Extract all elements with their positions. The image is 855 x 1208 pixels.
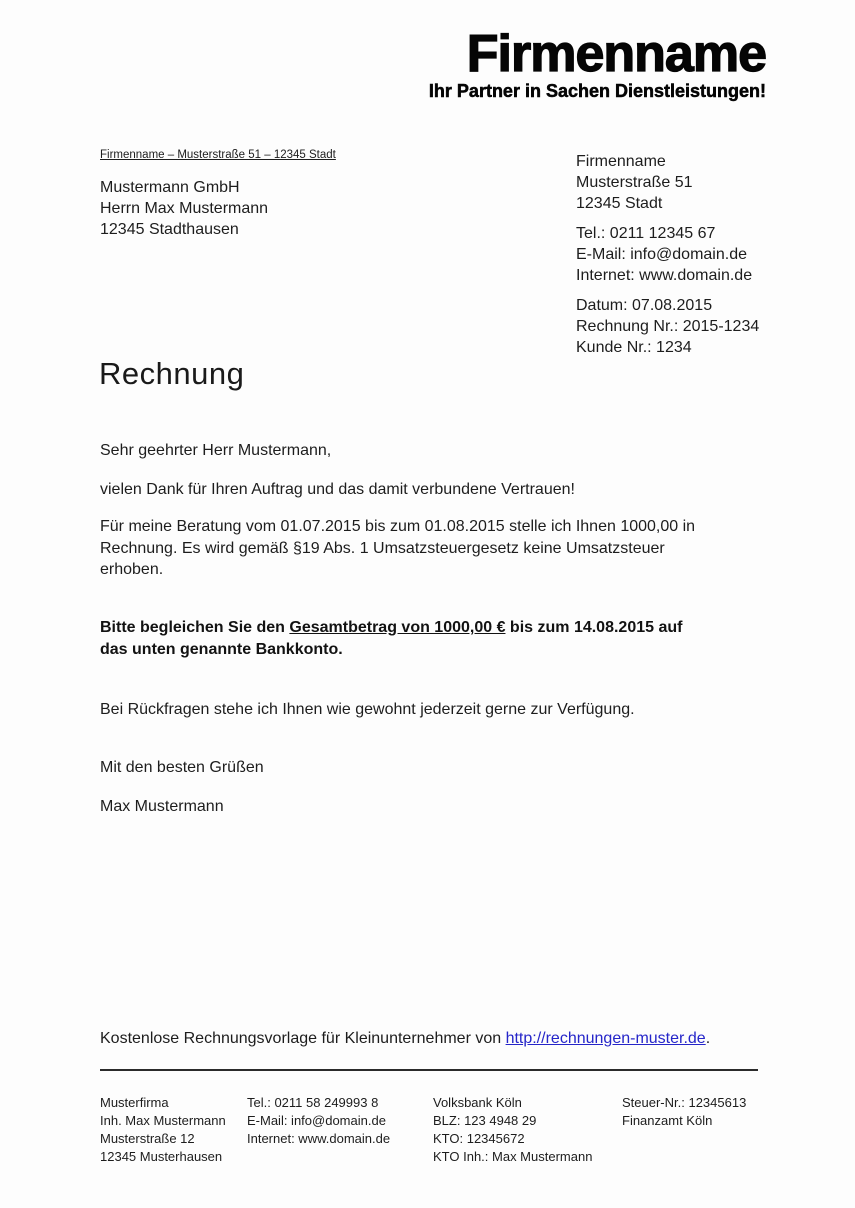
template-credit-link[interactable]: http://rechnungen-muster.de [505, 1030, 706, 1047]
footer-company-street: Musterstraße 12 [100, 1131, 195, 1146]
availability-paragraph: Bei Rückfragen stehe ich Ihnen wie gewohnt jederzeit gerne zur Verfügung. [100, 701, 635, 718]
credit-suffix: . [705, 1030, 711, 1047]
invoice-title: Rechnung [99, 356, 245, 391]
invoice-meta-group [576, 295, 759, 358]
footer-divider [100, 1069, 758, 1071]
payment-total-underlined: Gesamtbetrag von 1000,00 € [289, 619, 506, 636]
service-line-3: erhoben. [100, 561, 164, 578]
footer-email: E-Mail: info@domain.de [247, 1113, 386, 1128]
recipient-address-block [100, 177, 268, 240]
footer-company-name: Musterfirma [100, 1095, 169, 1110]
signature-name: Max Mustermann [100, 798, 224, 815]
company-logo [428, 25, 766, 101]
footer-bank-column [433, 1094, 592, 1166]
recipient-city: 12345 Stadthausen [100, 221, 239, 238]
footer-company-column [100, 1094, 226, 1166]
company-website: Internet: www.domain.de [576, 267, 753, 284]
service-line-1: Für meine Beratung vom 01.07.2015 bis zum 01.08.2015 stelle ich Ihnen 1000,00 in [100, 518, 696, 535]
company-address-group [576, 151, 759, 214]
company-info-block [576, 151, 759, 367]
footer-tax-office: Finanzamt Köln [622, 1113, 713, 1128]
footer-phone: Tel.: 0211 58 249993 8 [247, 1095, 379, 1110]
company-phone: Tel.: 0211 12345 67 [576, 225, 716, 242]
footer-tax-number: Steuer-Nr.: 12345613 [622, 1095, 747, 1110]
company-name: Firmenname [576, 153, 666, 170]
company-street: Musterstraße 51 [576, 174, 693, 191]
logo-tagline: Ihr Partner in Sachen Dienstleistungen! [428, 81, 766, 101]
service-paragraph [100, 516, 772, 581]
footer-tax-column [622, 1094, 746, 1130]
footer-bank-account: KTO: 12345672 [433, 1131, 525, 1146]
payment-notice-paragraph [100, 617, 772, 660]
footer-bank-blz: BLZ: 123 4948 29 [433, 1113, 537, 1128]
sender-return-address: Firmenname – Musterstraße 51 – 12345 Stadt [100, 149, 336, 161]
footer-website: Internet: www.domain.de [247, 1131, 391, 1146]
greeting-line: Sehr geehrter Herr Mustermann, [100, 442, 332, 459]
footer-company-owner: Inh. Max Mustermann [100, 1113, 226, 1128]
payment-notice-after: bis zum 14.08.2015 auf [505, 619, 683, 636]
footer-bank-name: Volksbank Köln [433, 1095, 522, 1110]
invoice-number: Rechnung Nr.: 2015-1234 [576, 318, 760, 335]
recipient-name: Herrn Max Mustermann [100, 200, 269, 217]
footer-bank-holder: KTO Inh.: Max Mustermann [433, 1149, 593, 1164]
recipient-company: Mustermann GmbH [100, 179, 240, 196]
credit-text: Kostenlose Rechnungsvorlage für Kleinunternehmer von [100, 1030, 506, 1047]
footer-company-city: 12345 Musterhausen [100, 1149, 223, 1164]
company-city: 12345 Stadt [576, 195, 663, 212]
company-contact-group [576, 223, 759, 286]
invoice-date: Datum: 07.08.2015 [576, 297, 713, 314]
company-email: E-Mail: info@domain.de [576, 246, 747, 263]
closing-line: Mit den besten Grüßen [100, 759, 264, 776]
thanks-paragraph: vielen Dank für Ihren Auftrag und das damit verbundene Vertrauen! [100, 481, 575, 498]
payment-notice-line-1 [100, 617, 772, 639]
template-credit-line [100, 1030, 710, 1048]
service-line-2: Rechnung. Es wird gemäß §19 Abs. 1 Umsatzsteuergesetz keine Umsatzsteuer [100, 539, 665, 557]
payment-notice-before: Bitte begleichen Sie den [100, 619, 290, 636]
customer-number: Kunde Nr.: 1234 [576, 339, 692, 356]
logo-company-name: Firmenname [466, 25, 766, 83]
payment-notice-line-2: das unten genannte Bankkonto. [100, 640, 343, 658]
footer-contact-column [247, 1094, 390, 1148]
